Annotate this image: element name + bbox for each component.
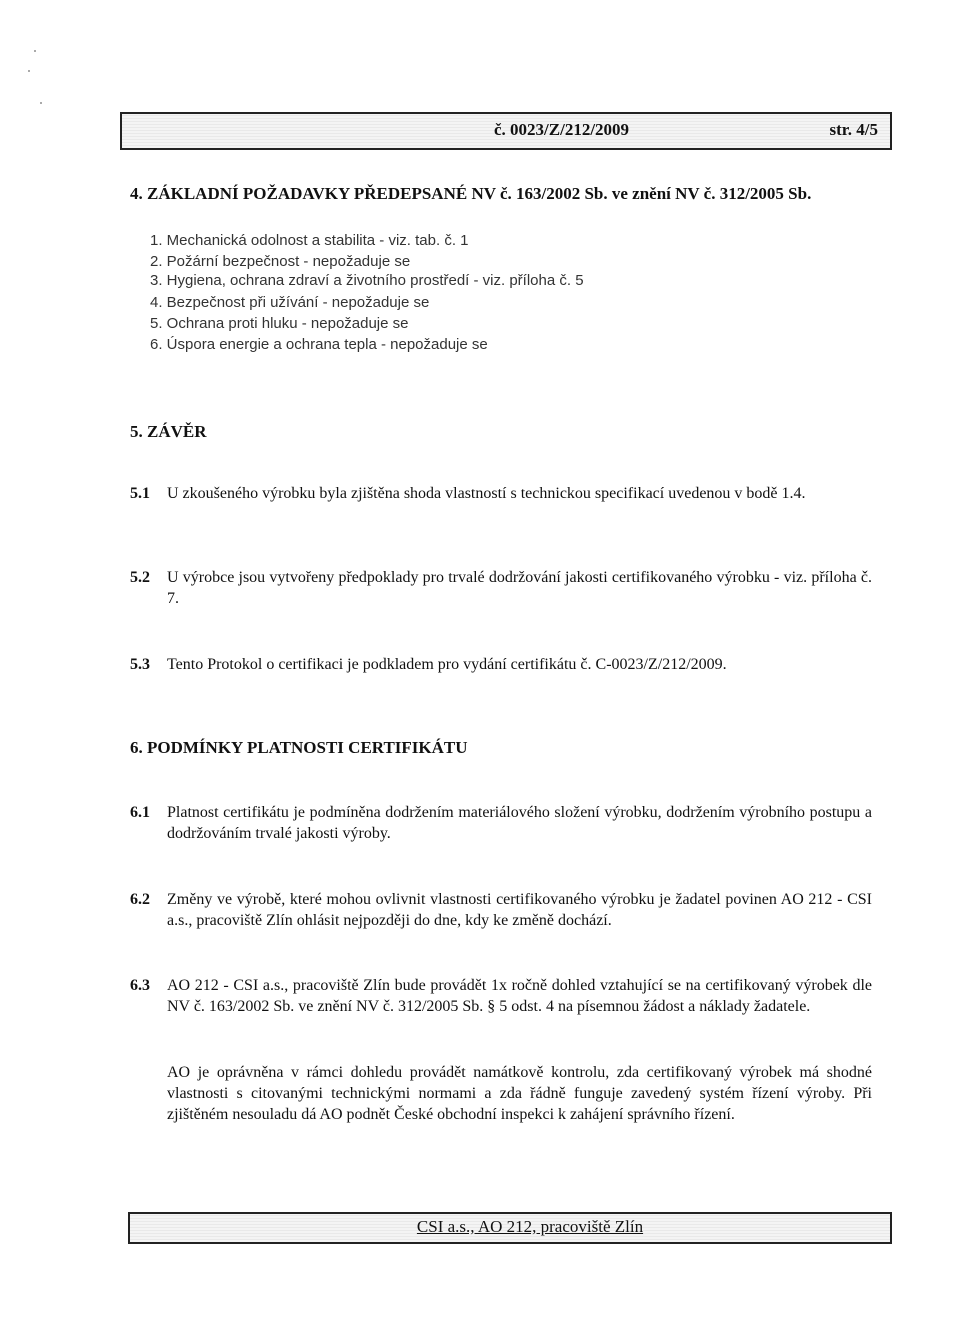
paragraph-6-3 bbox=[130, 975, 872, 1041]
footer-organization: CSI a.s., AO 212, pracoviště Zlín bbox=[416, 1217, 644, 1236]
paragraph-number: 6.2 bbox=[130, 891, 150, 908]
scan-speck bbox=[28, 70, 30, 72]
requirement-item-3: 3. Hygiena, ochrana zdraví a životního prostředí - viz. příloha č. 5 bbox=[150, 272, 584, 289]
paragraph-6-3-supervision: AO je oprávněna v rámci dohledu provádět namátkově kontrolu, zda certifikovaný výrobek má shodné vlastnosti s citovanými technickými normami a zda řádně funguje zavedený systém řízení výroby. Při zjištěném nesouladu dá AO podnět České obchodní inspekci k zahájení správního řízení. bbox=[167, 1064, 872, 1123]
paragraph-number: 6.1 bbox=[130, 804, 150, 821]
paragraph-text: Tento Protokol o certifikaci je podkladem pro vydání certifikátu č. C-0023/Z/212/2009. bbox=[167, 656, 727, 673]
paragraph-6-1 bbox=[130, 802, 872, 846]
document-number: č. 0023/Z/212/2009 bbox=[494, 120, 630, 139]
paragraph-6-2 bbox=[130, 889, 872, 933]
scan-speck bbox=[34, 50, 36, 52]
scan-speck bbox=[40, 102, 42, 104]
paragraph-text: U zkoušeného výrobku byla zjištěna shoda vlastností s technickou specifikací uvedenou v bodě 1.4. bbox=[167, 485, 806, 502]
page-number: str. 4/5 bbox=[829, 120, 878, 139]
paragraph-number: 5.3 bbox=[130, 656, 150, 673]
paragraph-number: 5.1 bbox=[130, 485, 150, 502]
section-4-heading: 4. ZÁKLADNÍ POŽADAVKY PŘEDEPSANÉ NV č. 163/2002 Sb. ve znění NV č. 312/2005 Sb. bbox=[130, 184, 812, 203]
paragraph-text: Platnost certifikátu je podmíněna dodržením materiálového složení výrobku, dodržením výrobního postupu a dodržováním trvalé jakosti výroby. bbox=[167, 804, 872, 842]
requirement-item-1: 1. Mechanická odolnost a stabilita - viz. tab. č. 1 bbox=[150, 232, 469, 249]
section-6-heading: 6. PODMÍNKY PLATNOSTI CERTIFIKÁTU bbox=[130, 738, 468, 757]
paragraph-text: U výrobce jsou vytvořeny předpoklady pro trvalé dodržování jakosti certifikovaného výrobku - viz. příloha č. 7. bbox=[167, 569, 872, 607]
paragraph-number: 6.3 bbox=[130, 977, 150, 994]
paragraph-5-2 bbox=[130, 567, 872, 611]
section-5-heading: 5. ZÁVĚR bbox=[130, 422, 207, 441]
paragraph-5-3 bbox=[130, 654, 872, 676]
paragraph-text: AO 212 - CSI a.s., pracoviště Zlín bude provádět 1x ročně dohled vztahující se na certifikovaný výrobek dle NV č. 163/2002 Sb. ve znění NV č. 312/2005 Sb. § 5 odst. 4 na písemnou žádost a náklady žadatele. bbox=[167, 977, 872, 1015]
requirement-item-5: 5. Ochrana proti hluku - nepožaduje se bbox=[150, 315, 409, 332]
requirement-item-2: 2. Požární bezpečnost - nepožaduje se bbox=[150, 253, 411, 270]
requirement-item-6: 6. Úspora energie a ochrana tepla - nepožaduje se bbox=[150, 336, 488, 353]
header-box bbox=[120, 112, 892, 150]
footer-box bbox=[128, 1212, 892, 1244]
paragraph-text: Změny ve výrobě, které mohou ovlivnit vlastnosti certifikovaného výrobku je žadatel povinen AO 212 - CSI a.s., pracoviště Zlín ohlásit nejpozději do dne, kdy ke změně dochází. bbox=[167, 891, 872, 929]
paragraph-5-1 bbox=[130, 483, 872, 527]
requirement-item-4: 4. Bezpečnost při užívání - nepožaduje se bbox=[150, 294, 430, 311]
paragraph-number: 5.2 bbox=[130, 569, 150, 586]
